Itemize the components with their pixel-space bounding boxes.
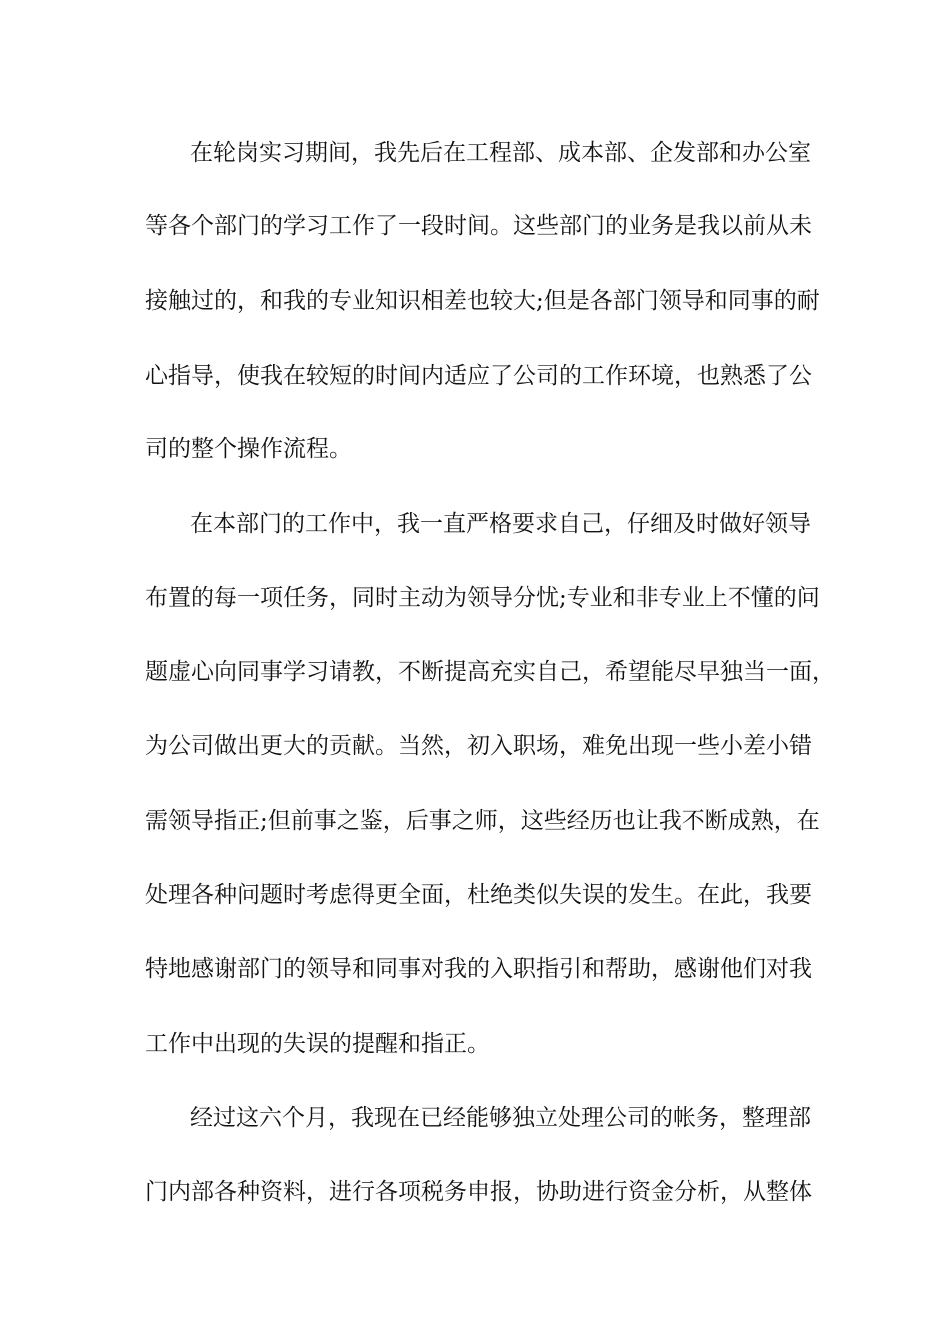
- paragraph-1-line-1: 在轮岗实习期间，我先后在工程部、成本部、企发部和办公室: [190, 140, 811, 166]
- paragraph-3-line-2: 门内部各种资料，进行各项税务申报，协助进行资金分析，从整体: [145, 1179, 812, 1205]
- paragraph-2-line-6: 处理各种问题时考虑得更全面，杜绝类似失误的发生。在此，我要: [145, 882, 812, 908]
- paragraph-2-line-5: 需领导指正;但前事之鉴，后事之师，这些经历也让我不断成熟，在: [145, 808, 820, 834]
- paragraph-2-line-3: 题虚心向同事学习请教，不断提高充实自己，希望能尽早独当一面，: [145, 659, 835, 685]
- paragraph-2-line-4: 为公司做出更大的贡献。当然，初入职场，难免出现一些小差小错: [145, 733, 812, 759]
- paragraph-2-line-1: 在本部门的工作中，我一直严格要求自己，仔细及时做好领导: [190, 511, 811, 537]
- paragraph-2-line-7: 特地感谢部门的领导和同事对我的入职指引和帮助，感谢他们对我: [145, 956, 812, 982]
- paragraph-1-line-4: 心指导，使我在较短的时间内适应了公司的工作环境，也熟悉了公: [145, 363, 812, 389]
- paragraph-1-line-3: 接触过的，和我的专业知识相差也较大;但是各部门领导和同事的耐: [145, 288, 820, 314]
- paragraph-2-line-8: 工作中出现的失误的提醒和指正。: [145, 1031, 490, 1057]
- paragraph-1-line-2: 等各个部门的学习工作了一段时间。这些部门的业务是我以前从未: [145, 213, 812, 239]
- paragraph-3-line-1: 经过这六个月，我现在已经能够独立处理公司的帐务，整理部: [190, 1105, 811, 1131]
- paragraph-2-line-2: 布置的每一项任务，同时主动为领导分忧;专业和非专业上不懂的问: [145, 585, 820, 611]
- paragraph-1-line-5: 司的整个操作流程。: [145, 436, 352, 462]
